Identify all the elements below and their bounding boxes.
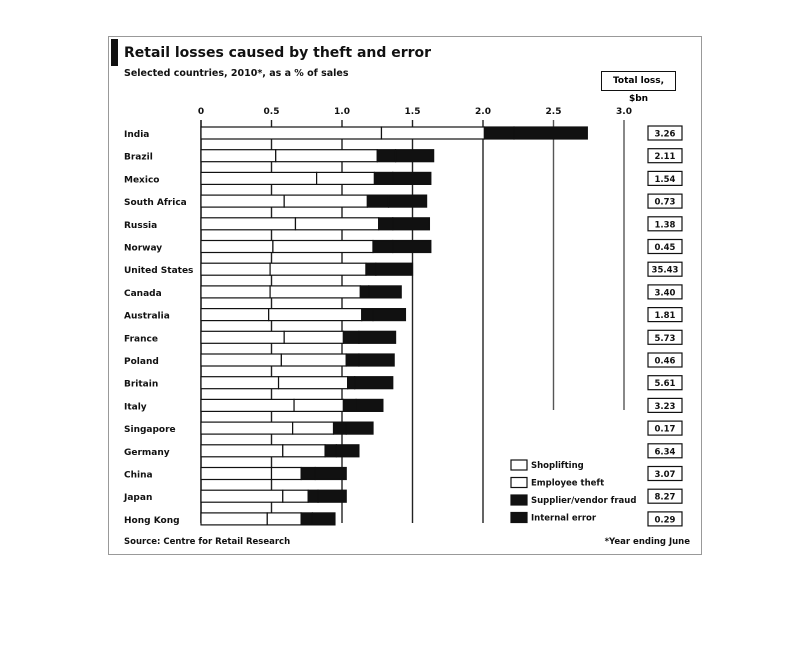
total-loss-value: 6.34 (654, 447, 676, 458)
bar-segment-internal-error (359, 331, 396, 343)
total-loss-value: 1.54 (654, 174, 676, 185)
category-label: Germany (124, 447, 170, 458)
category-label: Britain (124, 379, 159, 390)
total-loss-value: 5.61 (654, 379, 676, 390)
total-loss-value: 0.17 (654, 424, 676, 435)
bar-segment-employee-theft (283, 490, 308, 502)
bar-segment-supplier-vendor-fraud (366, 263, 376, 275)
bar-segment-shoplifting (201, 354, 281, 366)
bar-segment-shoplifting (201, 309, 269, 321)
total-loss-value: 35.43 (651, 265, 679, 276)
bar-segment-employee-theft (281, 354, 346, 366)
bar-segment-employee-theft (270, 286, 360, 298)
bar-segment-shoplifting (201, 218, 295, 230)
total-loss-value: 2.11 (654, 152, 676, 163)
total-loss-value: 0.29 (654, 515, 676, 526)
bar-segment-employee-theft (381, 127, 484, 139)
total-loss-value: 1.81 (654, 311, 676, 322)
bar-segment-shoplifting (201, 468, 272, 480)
total-loss-value: 3.23 (654, 401, 676, 412)
legend-swatch (511, 478, 527, 488)
bar-segment-supplier-vendor-fraud (325, 445, 336, 457)
total-loss-value: 1.38 (654, 220, 676, 231)
bar-segment-supplier-vendor-fraud (362, 309, 373, 321)
category-label: South Africa (124, 198, 187, 209)
bar-segment-shoplifting (201, 150, 276, 162)
bar-segment-supplier-vendor-fraud (348, 377, 355, 389)
bar-segment-internal-error (376, 263, 413, 275)
bar-segment-shoplifting (201, 399, 294, 411)
bar-segment-employee-theft (284, 195, 367, 207)
bar-segment-shoplifting (201, 513, 267, 525)
x-tick-label: 0.5 (263, 107, 280, 117)
category-label: Canada (124, 288, 162, 299)
total-loss-value: 0.73 (654, 197, 676, 208)
category-label: Hong Kong (124, 515, 180, 526)
x-tick-label: 1.5 (404, 107, 421, 117)
x-tick-label: 0 (197, 107, 205, 117)
category-label: Japan (124, 493, 153, 504)
bar-segment-employee-theft (293, 422, 334, 434)
legend-label: Shoplifting (531, 461, 584, 471)
category-label: United States (124, 266, 194, 277)
bar-segment-employee-theft (279, 377, 348, 389)
bar-segment-shoplifting (201, 241, 273, 253)
bar-segment-shoplifting (201, 490, 283, 502)
bar-segment-shoplifting (201, 422, 293, 434)
category-label: Australia (124, 311, 170, 322)
bar-segment-supplier-vendor-fraud (367, 195, 388, 207)
bar-segment-employee-theft (317, 172, 375, 184)
legend-label: Internal error (531, 513, 597, 524)
bar-segment-supplier-vendor-fraud (301, 468, 315, 480)
bar-segment-supplier-vendor-fraud (379, 218, 393, 230)
total-loss-value: 0.46 (654, 356, 676, 367)
bar-segment-internal-error (373, 309, 405, 321)
legend-swatch (511, 495, 527, 505)
bar-segment-internal-error (514, 127, 587, 139)
bar-segment-shoplifting (201, 172, 317, 184)
bar-segment-internal-error (318, 490, 346, 502)
bar-segment-shoplifting (201, 263, 270, 275)
bar-segment-employee-theft (294, 399, 343, 411)
category-label: Poland (124, 357, 159, 367)
bar-segment-employee-theft (267, 513, 301, 525)
bar-segment-internal-error (356, 399, 383, 411)
bar-segment-internal-error (346, 422, 373, 434)
bar-segment-supplier-vendor-fraud (343, 331, 359, 343)
bar-segment-shoplifting (201, 195, 284, 207)
bar-segment-shoplifting (201, 445, 283, 457)
bar-segment-internal-error (336, 445, 359, 457)
category-label: India (124, 130, 150, 140)
bar-segment-supplier-vendor-fraud (301, 513, 312, 525)
bar-segment-employee-theft (295, 218, 378, 230)
category-label: Russia (124, 220, 158, 231)
bar-segment-internal-error (389, 195, 427, 207)
chart-title: Retail losses caused by theft and error (124, 45, 432, 61)
bar-segment-internal-error (312, 513, 335, 525)
bar-segment-supplier-vendor-fraud (374, 172, 392, 184)
total-loss-unit-label: Total loss, $bn (601, 71, 676, 91)
bar-segment-internal-error (369, 286, 401, 298)
bar-segment-supplier-vendor-fraud (334, 422, 347, 434)
bar-segment-internal-error (355, 377, 393, 389)
total-loss-value: 3.26 (654, 129, 676, 140)
category-label: Mexico (124, 175, 160, 186)
total-loss-value: 0.45 (654, 243, 676, 253)
footnote: *Year ending June (604, 537, 690, 547)
x-tick-label: 3.0 (616, 107, 632, 117)
source-note: Source: Centre for Retail Research (124, 537, 291, 547)
bar-segment-employee-theft (283, 445, 325, 457)
bar-segment-employee-theft (284, 331, 343, 343)
total-loss-value: 5.73 (654, 333, 676, 344)
legend-swatch (511, 460, 527, 470)
chart-subtitle: Selected countries, 2010*, as a % of sales (124, 68, 349, 79)
bar-segment-shoplifting (201, 377, 279, 389)
bar-segment-supplier-vendor-fraud (373, 241, 393, 253)
legend-label: Supplier/vendor fraud (531, 496, 637, 506)
total-loss-value: 3.07 (654, 470, 676, 480)
bar-segment-supplier-vendor-fraud (343, 399, 356, 411)
total-loss-value: 8.27 (654, 492, 676, 503)
bar-segment-supplier-vendor-fraud (484, 127, 514, 139)
bar-segment-employee-theft (272, 468, 302, 480)
bar-segment-shoplifting (201, 286, 270, 298)
bar-segment-internal-error (396, 150, 434, 162)
legend-swatch (511, 513, 527, 523)
bar-segment-shoplifting (201, 127, 381, 139)
bar-segment-employee-theft (269, 309, 362, 321)
category-label: Brazil (124, 152, 153, 163)
bar-segment-supplier-vendor-fraud (308, 490, 318, 502)
bar-segment-internal-error (359, 354, 394, 366)
legend-label: Employee theft (531, 478, 605, 489)
category-label: China (124, 470, 153, 481)
bar-segment-shoplifting (201, 331, 284, 343)
x-tick-label: 1.0 (334, 107, 350, 117)
bar-segment-internal-error (393, 172, 431, 184)
bar-segment-supplier-vendor-fraud (360, 286, 368, 298)
total-loss-value: 3.40 (654, 288, 676, 299)
x-tick-label: 2.0 (475, 107, 491, 117)
x-tick-label: 2.5 (545, 107, 562, 117)
bar-segment-supplier-vendor-fraud (377, 150, 395, 162)
category-label: Norway (124, 243, 163, 254)
bar-segment-internal-error (393, 218, 430, 230)
category-label: Singapore (124, 425, 176, 436)
bar-segment-employee-theft (273, 241, 373, 253)
category-label: Italy (124, 402, 147, 413)
bar-segment-employee-theft (276, 150, 378, 162)
bar-segment-internal-error (393, 241, 431, 253)
bar-segment-supplier-vendor-fraud (346, 354, 359, 366)
category-label: France (124, 334, 158, 345)
bar-segment-employee-theft (270, 263, 366, 275)
bar-segment-internal-error (315, 468, 346, 480)
